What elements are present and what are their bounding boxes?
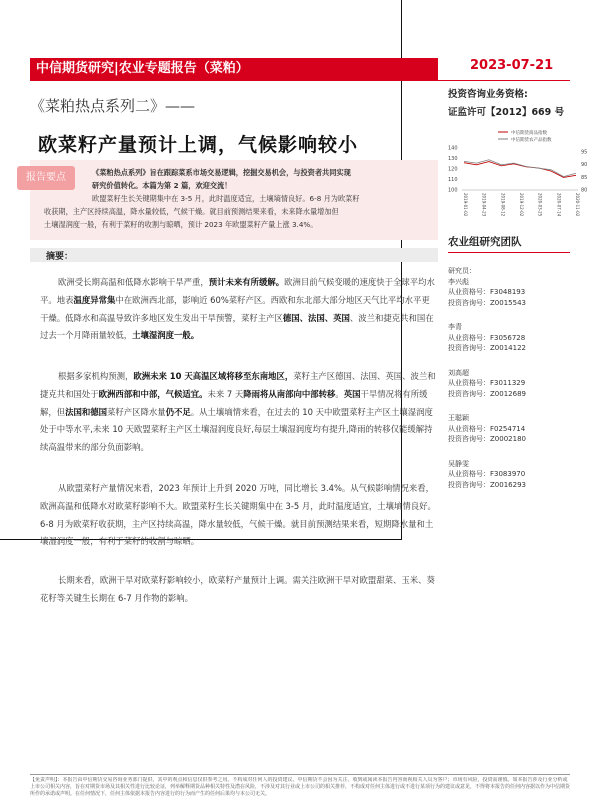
disclaimer-text: 【免责声明】：本报告由中信期货交易咨询业务部门提供，其中的观点和信息仅供参考之用。不构成对任何人的投资建议。中信期货不会因为关注、收到或阅读本报告内容而视相关人员为客户；市场有风险，投资需谨慎。如本报告涉及行业分析或上市公司相关内容，旨在对期货市场及其相关性进行比较论证，列举解释期货品种相关特性及潜在风险，不涉及对其行业或上市公司的相关推荐，不构成对任何主体进行或不进行某项行为的建议或意见，不得将本报告的任何内容据以作为中信期货所作的承诺或声明。在任何情况下，任何主体依据本报告内容进行的行为而产生的任何后果均与本公司无关。 [30,777,570,797]
p2-text-m: 。从土壤墒情来看，在过去的 10 天中欧盟菜籽主产区土壤湿润度处于中等水平,未来 10 天欧盟菜籽主产区土壤湿润度良好,每层土壤湿润度均有提升,降雨的转移仅能缓解持续高温带来的部分负面影响。 [40,406,433,453]
p1-text-e: 中在欧洲西北部，影响近 60%菜籽产区。西欧和东北部大部分地区天气比平均水平更干燥。低降水和高温导致许多地区发生发出干旱预警，菜籽主产区 [40,294,430,323]
analyst-name: 吴静雯 [448,459,469,468]
y-right-tick-label: 85 [581,174,588,181]
report-banner: 中信期货研究|农业专题报告（菜粕） [30,58,438,80]
p2-bold-f: 降雨将从南部向中部转移 [243,388,336,399]
analyst-consult: 投资咨询号：Z0015543 [448,298,526,307]
team-title: 农业组研究团队 [448,236,522,248]
analyst-name: 李兴彪 [448,277,469,286]
analyst-consult: 投资咨询号：Z0002180 [448,435,526,443]
analyst-name: 王聪颖 [448,414,469,422]
x-tick-label: 2020-07-14 [556,193,562,217]
analyst-name: 刘高超 [448,368,469,377]
legend-label: 中信期货农产品指数 [511,138,552,143]
analyst-consult: 投资咨询号：Z0012689 [448,389,526,398]
p1-bold-h: 土壤湿润度一般。 [132,330,200,341]
x-tick-label: 2020-03-25 [537,193,543,217]
report-title: 欧菜籽产量预计上调，气候影响较小 [38,134,359,156]
y-left-tick-label: 110 [448,177,458,183]
y-left-tick-label: 140 [448,145,458,152]
license-number: 证监许可【2012】669 号 [448,107,565,118]
p2-bold-b: 欧洲未来 10 天高温区域将移至东南地区， [133,371,294,381]
paragraph-2 [40,368,436,457]
analyst-4 [448,413,588,445]
p2-text-a: 根据多家机构预测， [58,371,134,381]
paragraph-1 [40,274,436,345]
series-line-2 [464,160,576,177]
team-rule [448,252,570,253]
analyst-practice: 从业资格号：F3083970 [448,470,526,478]
frame-vertical-line [401,0,402,540]
p1-text-a: 欧洲受长期高温和低降水影响干旱严重， [58,277,209,287]
paragraph-4: 长期来看，欧洲干旱对欧菜籽影响较小，欧菜籽产量预计上调。需关注欧洲干旱对欧盟甜菜、玉米、葵花籽等关键生长期在 6-7 月作物的影响。 [40,575,435,603]
series-line-1 [464,162,576,178]
summary-line-1: 《菜粕热点系列》旨在跟踪菜系市场交易逻辑，挖掘交易机会，与投资者共同实现 [92,168,351,177]
p2-bold-h: 英国 [343,388,361,399]
summary-line-5: 土壤湿润度一般，有利于菜籽的收割与晾晒，预计 2023 年欧盟菜籽产量上涨 3.4%。 [44,220,318,229]
analyst-1 [448,277,588,309]
p1-text-g: 、波兰和捷克共和国在过去一个月降雨量较低， [40,312,434,341]
y-right-tick-label: 95 [581,149,588,156]
summary-tag: 报告要点 [17,166,75,190]
p1-bold-d: 温度异常集 [73,294,116,305]
researchers-label: 研究员： [448,267,476,275]
p2-text-g: 。 [335,388,344,399]
analyst-practice: 从业资格号：F0254714 [448,424,526,433]
abstract-label: 摘要： [46,252,74,262]
analyst-consult: 投资咨询号：Z0014122 [448,344,526,352]
x-tick-label: 2019-12-02 [519,193,524,217]
paragraph-3: 从欧盟菜籽产量情况来看，2023 年预计上升到 2020 万吨，同比增长 3.4%。从气候影响情况来看，欧洲高温和低降水对欧菜籽影响不大。欧盟菜籽生长关键期集中在 3-5 月，此时温度适宜，土壤墒情良好。6-8 月为欧菜籽收获期，主产区持续高温，降水量较低，气候干燥。就目前预测结果来看，短期降水量和土壤湿润度一般，有利于菜籽的收割与晾晒。 [40,483,436,547]
y-right-tick-label: 80 [581,187,588,194]
analyst-practice: 从业资格号：F3048193 [448,288,526,296]
y-right-tick-label: 90 [581,162,588,169]
analyst-5 [448,459,588,491]
index-chart [448,126,596,218]
report-date: 2023-07-21 [470,58,554,73]
analyst-consult: 投资咨询号：Z0016293 [448,480,526,489]
p2-bold-d: 欧洲西部和中部，气候适宜。 [98,388,208,399]
p2-text-k: 菜籽产区降水量 [107,406,166,417]
p2-bold-l: 仍不足 [165,406,191,417]
analyst-practice: 从业资格号：F3056728 [448,333,526,342]
y-left-tick-label: 120 [448,166,458,173]
p2-bold-j: 法国和德国 [65,406,107,417]
p2-text-e: 未来 7 天 [207,388,244,399]
p2-text-i: 干旱情况将有所缓解，但 [40,388,428,417]
analyst-practice: 从业资格号：F3011329 [448,379,526,387]
summary-text [44,166,436,231]
p1-bold-f: 德国、法国、英国 [282,312,350,323]
analyst-3 [448,368,588,400]
legend-label: 中信期货商品指数 [511,131,547,136]
analyst-name: 李青 [448,323,462,331]
banner-rule [30,80,570,81]
qualification-label: 投资咨询业务资格: [448,89,528,100]
p1-text-c: 欧洲目前气候变暖的速度快于全球平均水平。地表 [40,277,435,305]
x-tick-label: 2019-08-12 [500,193,506,217]
x-tick-label: 2020-11-02 [575,193,580,217]
x-tick-label: 2019-04-23 [481,193,487,217]
disclaimer-rule [30,774,570,775]
summary-line-2: 研究价值转化。本篇为第 2 篇，欢迎交流！ [92,181,232,190]
series-title: 《菜粕热点系列二》—— [30,97,196,115]
y-left-tick-label: 130 [448,156,458,162]
p2-text-c: 菜籽主产区德国、法国、英国、波兰和捷克共和国处于 [40,371,436,399]
analyst-2 [448,322,588,354]
y-left-tick-label: 100 [448,187,458,194]
p1-bold-b: 预计未来有所缓解。 [208,277,285,287]
analyst-list [448,266,588,504]
x-tick-label: 2019-01-02 [463,193,468,217]
summary-line-3: 欧盟菜籽生长关键期集中在 3-5 月，此时温度适宜，土壤墒情良好。6-8 月为欧菜籽 [92,194,360,203]
summary-line-4: 收获期，主产区持续高温，降水量较低，气候干燥。就目前预测结果来看，未来降水量增加但 [44,207,339,216]
abstract-bar [30,248,438,262]
